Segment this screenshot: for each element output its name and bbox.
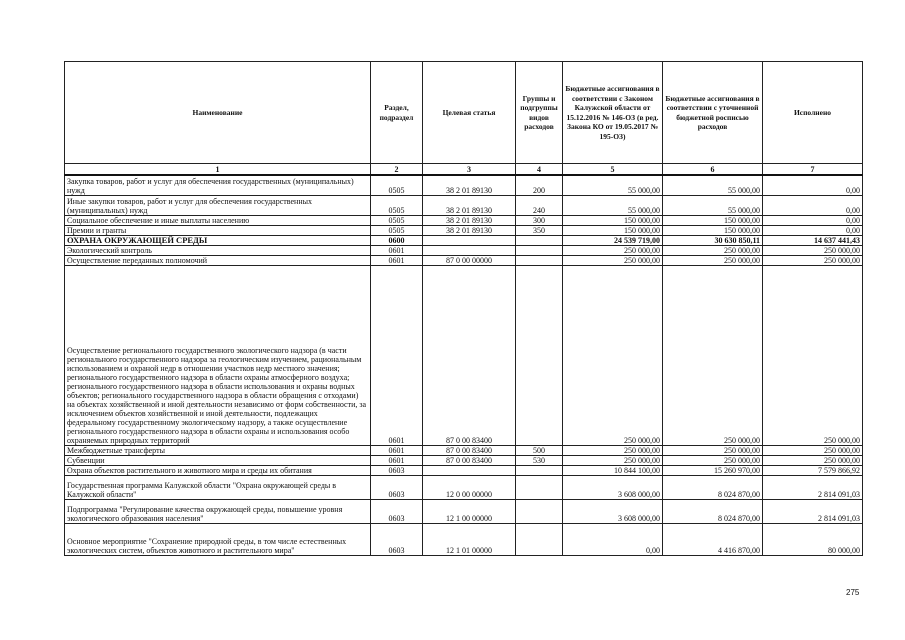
table-row [65,445,863,455]
row-article [423,235,516,245]
row-refined: 8 024 870,00 [663,475,763,499]
row-budget: 250 000,00 [563,445,663,455]
row-section: 0601 [371,455,423,465]
row-name: Иные закупки товаров, работ и услуг для обеспечения государственных (муниципальных) нужд [65,195,371,215]
row-budget: 55 000,00 [563,195,663,215]
row-budget: 10 844 100,00 [563,465,663,475]
row-budget: 55 000,00 [563,175,663,195]
row-refined: 55 000,00 [663,175,763,195]
row-group [516,475,563,499]
table-row [65,215,863,225]
row-group: 200 [516,175,563,195]
header-article: Целевая статья [423,62,516,164]
table-row [65,265,863,445]
budget-table [64,61,863,556]
page-number: 275 [846,588,860,597]
row-executed: 250 000,00 [763,255,863,265]
budget-table-sheet [64,61,862,556]
row-article: 87 0 00 00000 [423,255,516,265]
row-section: 0603 [371,523,423,555]
row-article: 12 0 00 00000 [423,475,516,499]
row-budget: 150 000,00 [563,215,663,225]
row-executed: 250 000,00 [763,455,863,465]
table-row [65,475,863,499]
row-name: Социальное обеспечение и иные выплаты населению [65,215,371,225]
table-row [65,245,863,255]
row-refined: 15 260 970,00 [663,465,763,475]
table-row [65,195,863,215]
row-section: 0601 [371,445,423,455]
row-refined: 250 000,00 [663,255,763,265]
row-article: 12 1 01 00000 [423,523,516,555]
row-budget: 250 000,00 [563,245,663,255]
row-section: 0505 [371,195,423,215]
row-name: Закупка товаров, работ и услуг для обеспечения государственных (муниципальных) нужд [65,175,371,195]
row-section: 0601 [371,255,423,265]
row-name: Основное мероприятие "Сохранение природной среды, в том числе естественных экологических систем, объектов животного и растительного мира" [65,523,371,555]
row-article: 87 0 00 83400 [423,445,516,455]
row-group [516,255,563,265]
row-executed: 0,00 [763,215,863,225]
row-name: Экологический контроль [65,245,371,255]
row-refined: 55 000,00 [663,195,763,215]
header-executed: Исполнено [763,62,863,164]
row-section: 0603 [371,465,423,475]
row-executed: 250 000,00 [763,245,863,255]
row-article: 38 2 01 89130 [423,215,516,225]
column-number-row [65,164,863,176]
table-row [65,255,863,265]
row-refined: 250 000,00 [663,265,763,445]
row-name: Премии и гранты [65,225,371,235]
table-row [65,499,863,523]
table-row [65,235,863,245]
column-number: 3 [423,164,516,176]
row-executed: 2 814 091,03 [763,499,863,523]
row-group [516,499,563,523]
row-refined: 150 000,00 [663,215,763,225]
row-article [423,465,516,475]
row-budget: 250 000,00 [563,265,663,445]
column-number: 5 [563,164,663,176]
table-row [65,455,863,465]
row-group: 530 [516,455,563,465]
row-budget: 150 000,00 [563,225,663,235]
row-article: 38 2 01 89130 [423,225,516,235]
row-section: 0603 [371,475,423,499]
row-name: Межбюджетные трансферты [65,445,371,455]
column-number: 4 [516,164,563,176]
row-group [516,523,563,555]
row-name: Подпрограмма "Регулирование качества окружающей среды, повышение уровня экологического образования населения" [65,499,371,523]
row-executed: 0,00 [763,175,863,195]
row-executed: 250 000,00 [763,265,863,445]
row-section: 0600 [371,235,423,245]
row-refined: 8 024 870,00 [663,499,763,523]
header-row [65,62,863,164]
table-row [65,465,863,475]
row-article: 87 0 00 83400 [423,265,516,445]
row-group: 300 [516,215,563,225]
table-row [65,225,863,235]
row-article: 38 2 01 89130 [423,195,516,215]
row-budget: 3 608 000,00 [563,475,663,499]
row-executed: 7 579 866,92 [763,465,863,475]
row-name: Осуществление регионального государственного экологического надзора (в части регионального государственного надзора за геологическим изучением, рациональным использованием и охраной недр в отношении участков недр местного значения; регионального государственного надзора в области охраны атмосферного воздуха; регионального государственного надзора в области использования и охраны водных объектов; регионального государственного надзора в области обращения с отходами) на объектах хозяйственной и иной деятельности независимо от форм собственности, за исключением объектов хозяйственной и иной деятельности, подлежащих федеральному государственному экологическому надзору, а также осуществление регионального государственного надзора в области охраны и использования особо охраняемых природных территорий [65,265,371,445]
row-group: 350 [516,225,563,235]
row-name: Охрана объектов растительного и животного мира и среды их обитания [65,465,371,475]
row-executed: 2 814 091,03 [763,475,863,499]
row-name: ОХРАНА ОКРУЖАЮЩЕЙ СРЕДЫ [65,235,371,245]
row-group [516,235,563,245]
row-name: Осуществление переданных полномочий [65,255,371,265]
row-executed: 0,00 [763,225,863,235]
row-executed: 80 000,00 [763,523,863,555]
header-name: Наименование [65,62,371,164]
header-refined: Бюджетные ассигнования в соответствии с уточненной бюджетной росписью расходов [663,62,763,164]
row-section: 0603 [371,499,423,523]
row-budget: 250 000,00 [563,255,663,265]
row-refined: 4 416 870,00 [663,523,763,555]
row-budget: 250 000,00 [563,455,663,465]
column-number: 1 [65,164,371,176]
column-number: 7 [763,164,863,176]
row-refined: 30 630 850,11 [663,235,763,245]
row-article: 38 2 01 89130 [423,175,516,195]
row-group [516,265,563,445]
column-number: 6 [663,164,763,176]
row-group [516,245,563,255]
row-name: Субвенции [65,455,371,465]
table-row [65,175,863,195]
row-refined: 150 000,00 [663,225,763,235]
row-refined: 250 000,00 [663,455,763,465]
row-refined: 250 000,00 [663,245,763,255]
row-section: 0505 [371,175,423,195]
row-article [423,245,516,255]
row-article: 87 0 00 83400 [423,455,516,465]
row-budget: 24 539 719,00 [563,235,663,245]
row-group [516,465,563,475]
row-executed: 0,00 [763,195,863,215]
header-group: Группы и подгруппы видов расходов [516,62,563,164]
row-group: 240 [516,195,563,215]
row-section: 0601 [371,245,423,255]
row-article: 12 1 00 00000 [423,499,516,523]
row-group: 500 [516,445,563,455]
row-executed: 250 000,00 [763,445,863,455]
row-name: Государственная программа Калужской области "Охрана окружающей среды в Калужской области" [65,475,371,499]
table-row [65,523,863,555]
row-section: 0505 [371,225,423,235]
row-section: 0601 [371,265,423,445]
row-refined: 250 000,00 [663,445,763,455]
header-section: Раздел, подраздел [371,62,423,164]
column-number: 2 [371,164,423,176]
row-section: 0505 [371,215,423,225]
row-budget: 3 608 000,00 [563,499,663,523]
row-executed: 14 637 441,43 [763,235,863,245]
row-budget: 0,00 [563,523,663,555]
header-budget: Бюджетные ассигнования в соответствии с Законом Калужской области от 15.12.2016 № 146-ОЗ (в ред. Закона КО от 19.05.2017 № 195-ОЗ) [563,62,663,164]
